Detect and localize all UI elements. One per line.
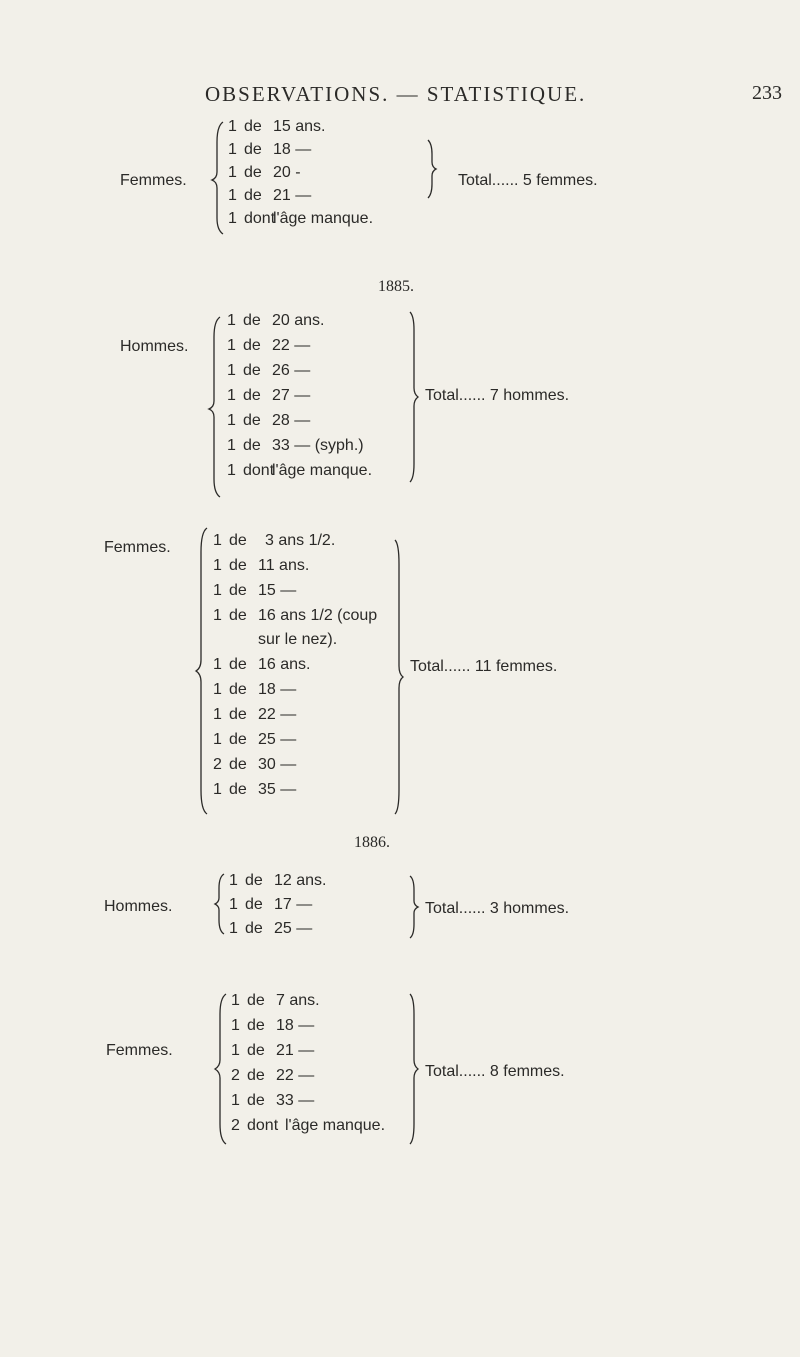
preposition: de (243, 387, 261, 404)
count: 1 (213, 582, 222, 599)
count: 1 (213, 557, 222, 574)
count: 1 (213, 706, 222, 723)
page-number: 233 (752, 82, 782, 104)
age: 18 — (258, 681, 297, 698)
preposition: de (229, 582, 247, 599)
count: 1 (227, 337, 236, 354)
block3-total: Total...... 11 femmes. (410, 658, 558, 675)
age: 12 ans. (274, 872, 327, 889)
age: 27 — (272, 387, 311, 404)
year-heading-1886: 1886. (354, 834, 390, 851)
count: 1 (213, 532, 222, 549)
block4-total: Total...... 3 hommes. (425, 900, 570, 917)
preposition: de (245, 872, 263, 889)
preposition: de (229, 731, 247, 748)
block4-right-brace (410, 876, 420, 938)
preposition: de (247, 1067, 265, 1084)
preposition: de (229, 532, 247, 549)
block5-total: Total...... 8 femmes. (425, 1063, 565, 1080)
block2-total: Total...... 7 hommes. (425, 387, 570, 404)
count: 1 (213, 731, 222, 748)
block2-right-brace (410, 312, 420, 482)
preposition: de (244, 141, 262, 158)
age: 22 — (276, 1067, 315, 1084)
age: 11 ans. (258, 557, 310, 574)
block3-sex-label: Femmes. (104, 539, 171, 556)
preposition: de (229, 706, 247, 723)
age: 18 — (273, 141, 312, 158)
preposition: de (229, 557, 247, 574)
preposition: de (247, 992, 265, 1009)
age: l'âge manque. (272, 462, 373, 479)
preposition: de (229, 756, 247, 773)
count: 1 (229, 920, 238, 937)
preposition: de (244, 118, 262, 135)
block5-right-brace (410, 994, 420, 1144)
preposition: de (244, 164, 262, 181)
running-header: OBSERVATIONS. — STATISTIQUE. (205, 82, 587, 106)
count: 1 (213, 656, 222, 673)
age: 35 — (258, 781, 297, 798)
count: 1 (213, 781, 222, 798)
preposition: de (229, 656, 247, 673)
preposition: de (245, 920, 263, 937)
preposition: de (247, 1017, 265, 1034)
count: 1 (228, 141, 237, 158)
preposition: dont (243, 462, 275, 479)
age: 3 ans 1/2. (265, 532, 336, 549)
age: 25 — (274, 920, 313, 937)
age: 21 — (273, 187, 312, 204)
age: 28 — (272, 412, 311, 429)
block1-right-brace (428, 140, 438, 198)
count: 1 (227, 362, 236, 379)
preposition: dont (244, 210, 276, 227)
preposition: de (247, 1092, 265, 1109)
age: 22 — (272, 337, 311, 354)
age: 18 — (276, 1017, 315, 1034)
count: 1 (227, 412, 236, 429)
age: 33 — (syph.) (272, 437, 364, 454)
age: 26 — (272, 362, 311, 379)
count: 1 (228, 118, 237, 135)
age: 20 ans. (272, 312, 325, 329)
count: 1 (231, 1042, 240, 1059)
preposition: de (229, 681, 247, 698)
preposition: de (243, 412, 261, 429)
age: 17 — (274, 896, 313, 913)
count: 1 (231, 992, 240, 1009)
preposition: de (229, 607, 247, 624)
preposition: de (229, 781, 247, 798)
preposition: de (247, 1042, 265, 1059)
block1-sex-label: Femmes. (120, 172, 187, 189)
preposition: de (243, 362, 261, 379)
age: 20 - (273, 164, 301, 181)
age: 16 ans. (258, 656, 311, 673)
count: 1 (231, 1092, 240, 1109)
count: 1 (227, 462, 236, 479)
age: l'âge manque. (273, 210, 374, 227)
block2-left-brace (212, 252, 222, 432)
age: 15 — (258, 582, 297, 599)
age: 25 — (258, 731, 297, 748)
preposition: de (243, 312, 261, 329)
count: 1 (228, 187, 237, 204)
age: 15 ans. (273, 118, 326, 135)
block4-left-brace (216, 874, 226, 934)
count: 1 (213, 607, 222, 624)
age: 16 ans 1/2 (coup (258, 607, 378, 624)
count: 1 (228, 210, 237, 227)
count: 2 (231, 1117, 240, 1134)
age: 21 — (276, 1042, 315, 1059)
count: 1 (229, 872, 238, 889)
block5-sex-label: Femmes. (106, 1042, 173, 1059)
block1-left-brace (215, 122, 225, 234)
count: 1 (231, 1017, 240, 1034)
count: 1 (213, 681, 222, 698)
preposition: dont (247, 1117, 279, 1134)
age: 30 — (258, 756, 297, 773)
age: 22 — (258, 706, 297, 723)
block2-sex-label: Hommes. (120, 338, 189, 355)
preposition: de (245, 896, 263, 913)
count: 2 (213, 756, 222, 773)
count: 1 (227, 387, 236, 404)
preposition: de (243, 437, 261, 454)
count: 2 (231, 1067, 240, 1084)
year-heading-1885: 1885. (378, 278, 414, 295)
continuation-text: sur le nez). (258, 631, 338, 648)
block5-left-brace (218, 994, 228, 1144)
count: 1 (227, 312, 236, 329)
preposition: de (243, 337, 261, 354)
count: 1 (229, 896, 238, 913)
block3-left-brace (199, 528, 209, 814)
block4-sex-label: Hommes. (104, 898, 173, 915)
block1-total: Total...... 5 femmes. (458, 172, 598, 189)
count: 1 (228, 164, 237, 181)
age: 7 ans. (276, 992, 320, 1009)
preposition: de (244, 187, 262, 204)
age: 33 — (276, 1092, 315, 1109)
count: 1 (227, 437, 236, 454)
block3-right-brace (395, 540, 405, 814)
age: l'âge manque. (285, 1117, 386, 1134)
